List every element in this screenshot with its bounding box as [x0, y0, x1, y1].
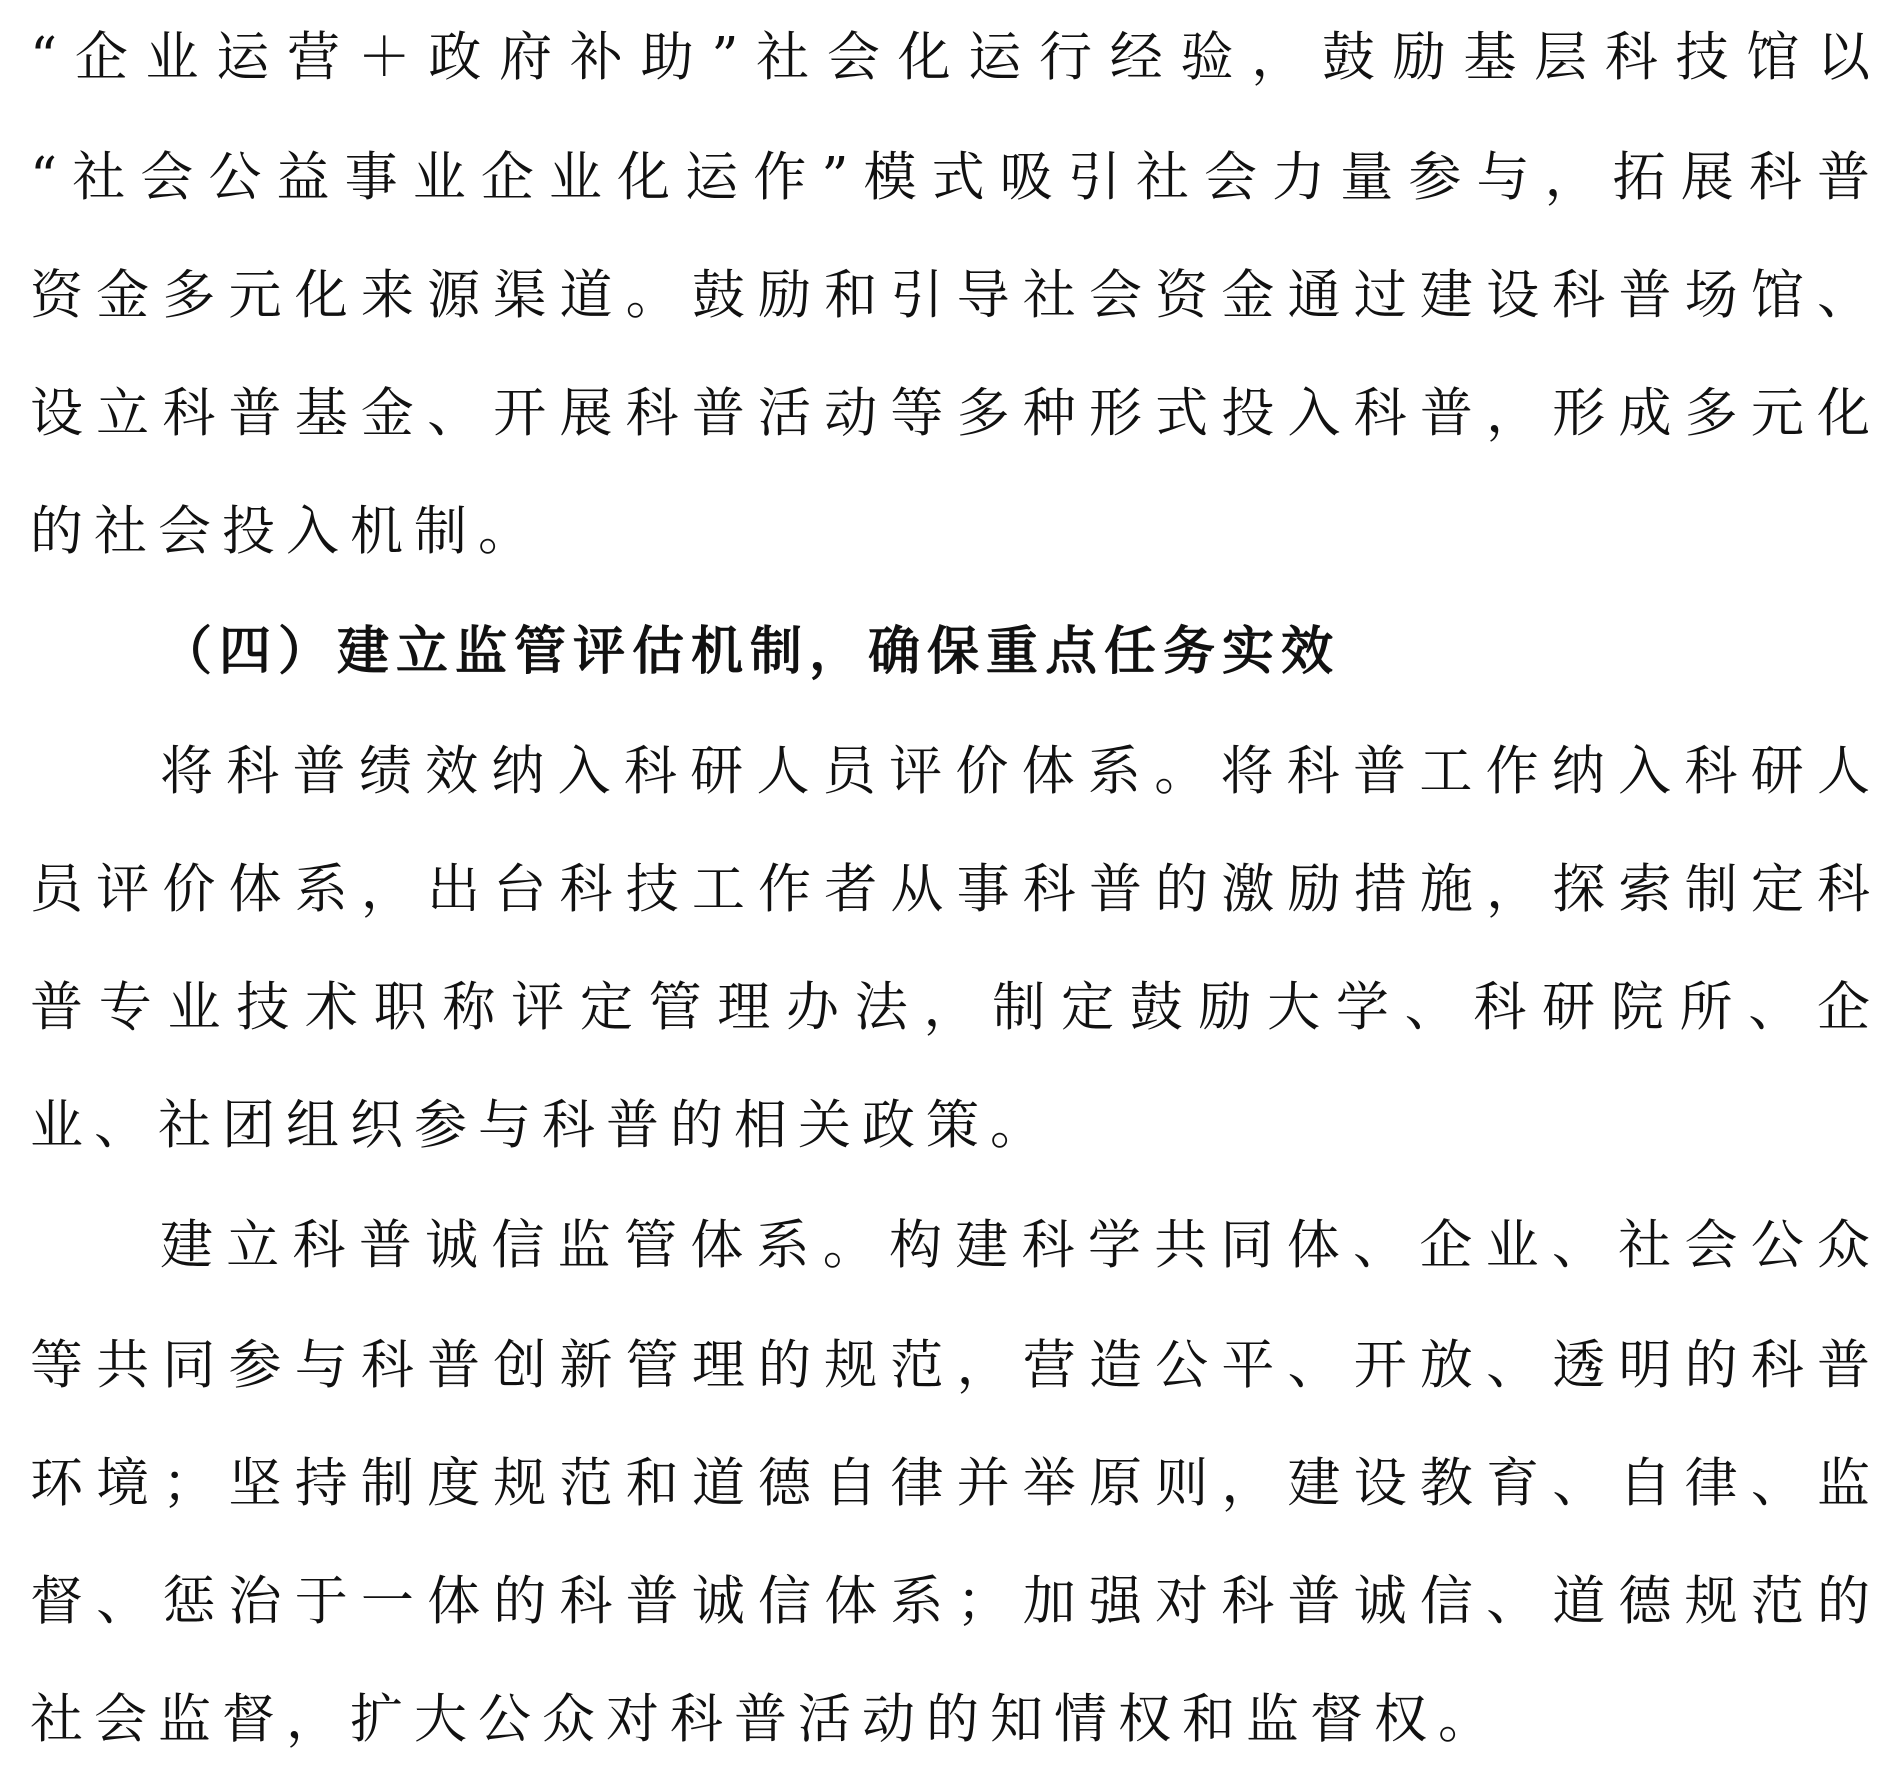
paragraph-2-line-4: 业、社团组织参与科普的相关政策。 — [30, 1095, 1054, 1156]
paragraph-2-line-3: 普专业技术职称评定管理办法，制定鼓励大学、科研院所、企 — [30, 977, 1870, 1038]
paragraph-1-line-1: “企业运营＋政府补助”社会化运行经验，鼓励基层科技馆以 — [30, 27, 1870, 88]
paragraph-1-line-4: 设立科普基金、开展科普活动等多种形式投入科普，形成多元化 — [30, 383, 1870, 444]
paragraph-1-line-2: “社会公益事业企业化运作”模式吸引社会力量参与，拓展科普 — [30, 147, 1870, 208]
paragraph-2-line-1: 将科普绩效纳入科研人员评价体系。将科普工作纳入科研人 — [160, 741, 1870, 802]
paragraph-3-line-2: 等共同参与科普创新管理的规范，营造公平、开放、透明的科普 — [30, 1335, 1870, 1396]
paragraph-3-line-5: 社会监督，扩大公众对科普活动的知情权和监督权。 — [30, 1689, 1502, 1750]
section-heading: （四）建立监管评估机制，确保重点任务实效 — [160, 622, 1341, 682]
paragraph-3-line-1: 建立科普诚信监管体系。构建科学共同体、企业、社会公众 — [160, 1215, 1870, 1276]
paragraph-2-line-2: 员评价体系，出台科技工作者从事科普的激励措施，探索制定科 — [30, 859, 1870, 920]
paragraph-3-line-3: 环境；坚持制度规范和道德自律并举原则，建设教育、自律、监 — [30, 1453, 1870, 1514]
paragraph-1-line-5: 的社会投入机制。 — [30, 501, 542, 562]
paragraph-1-line-3: 资金多元化来源渠道。鼓励和引导社会资金通过建设科普场馆、 — [30, 265, 1870, 326]
paragraph-3-line-4: 督、惩治于一体的科普诚信体系；加强对科普诚信、道德规范的 — [30, 1571, 1870, 1632]
